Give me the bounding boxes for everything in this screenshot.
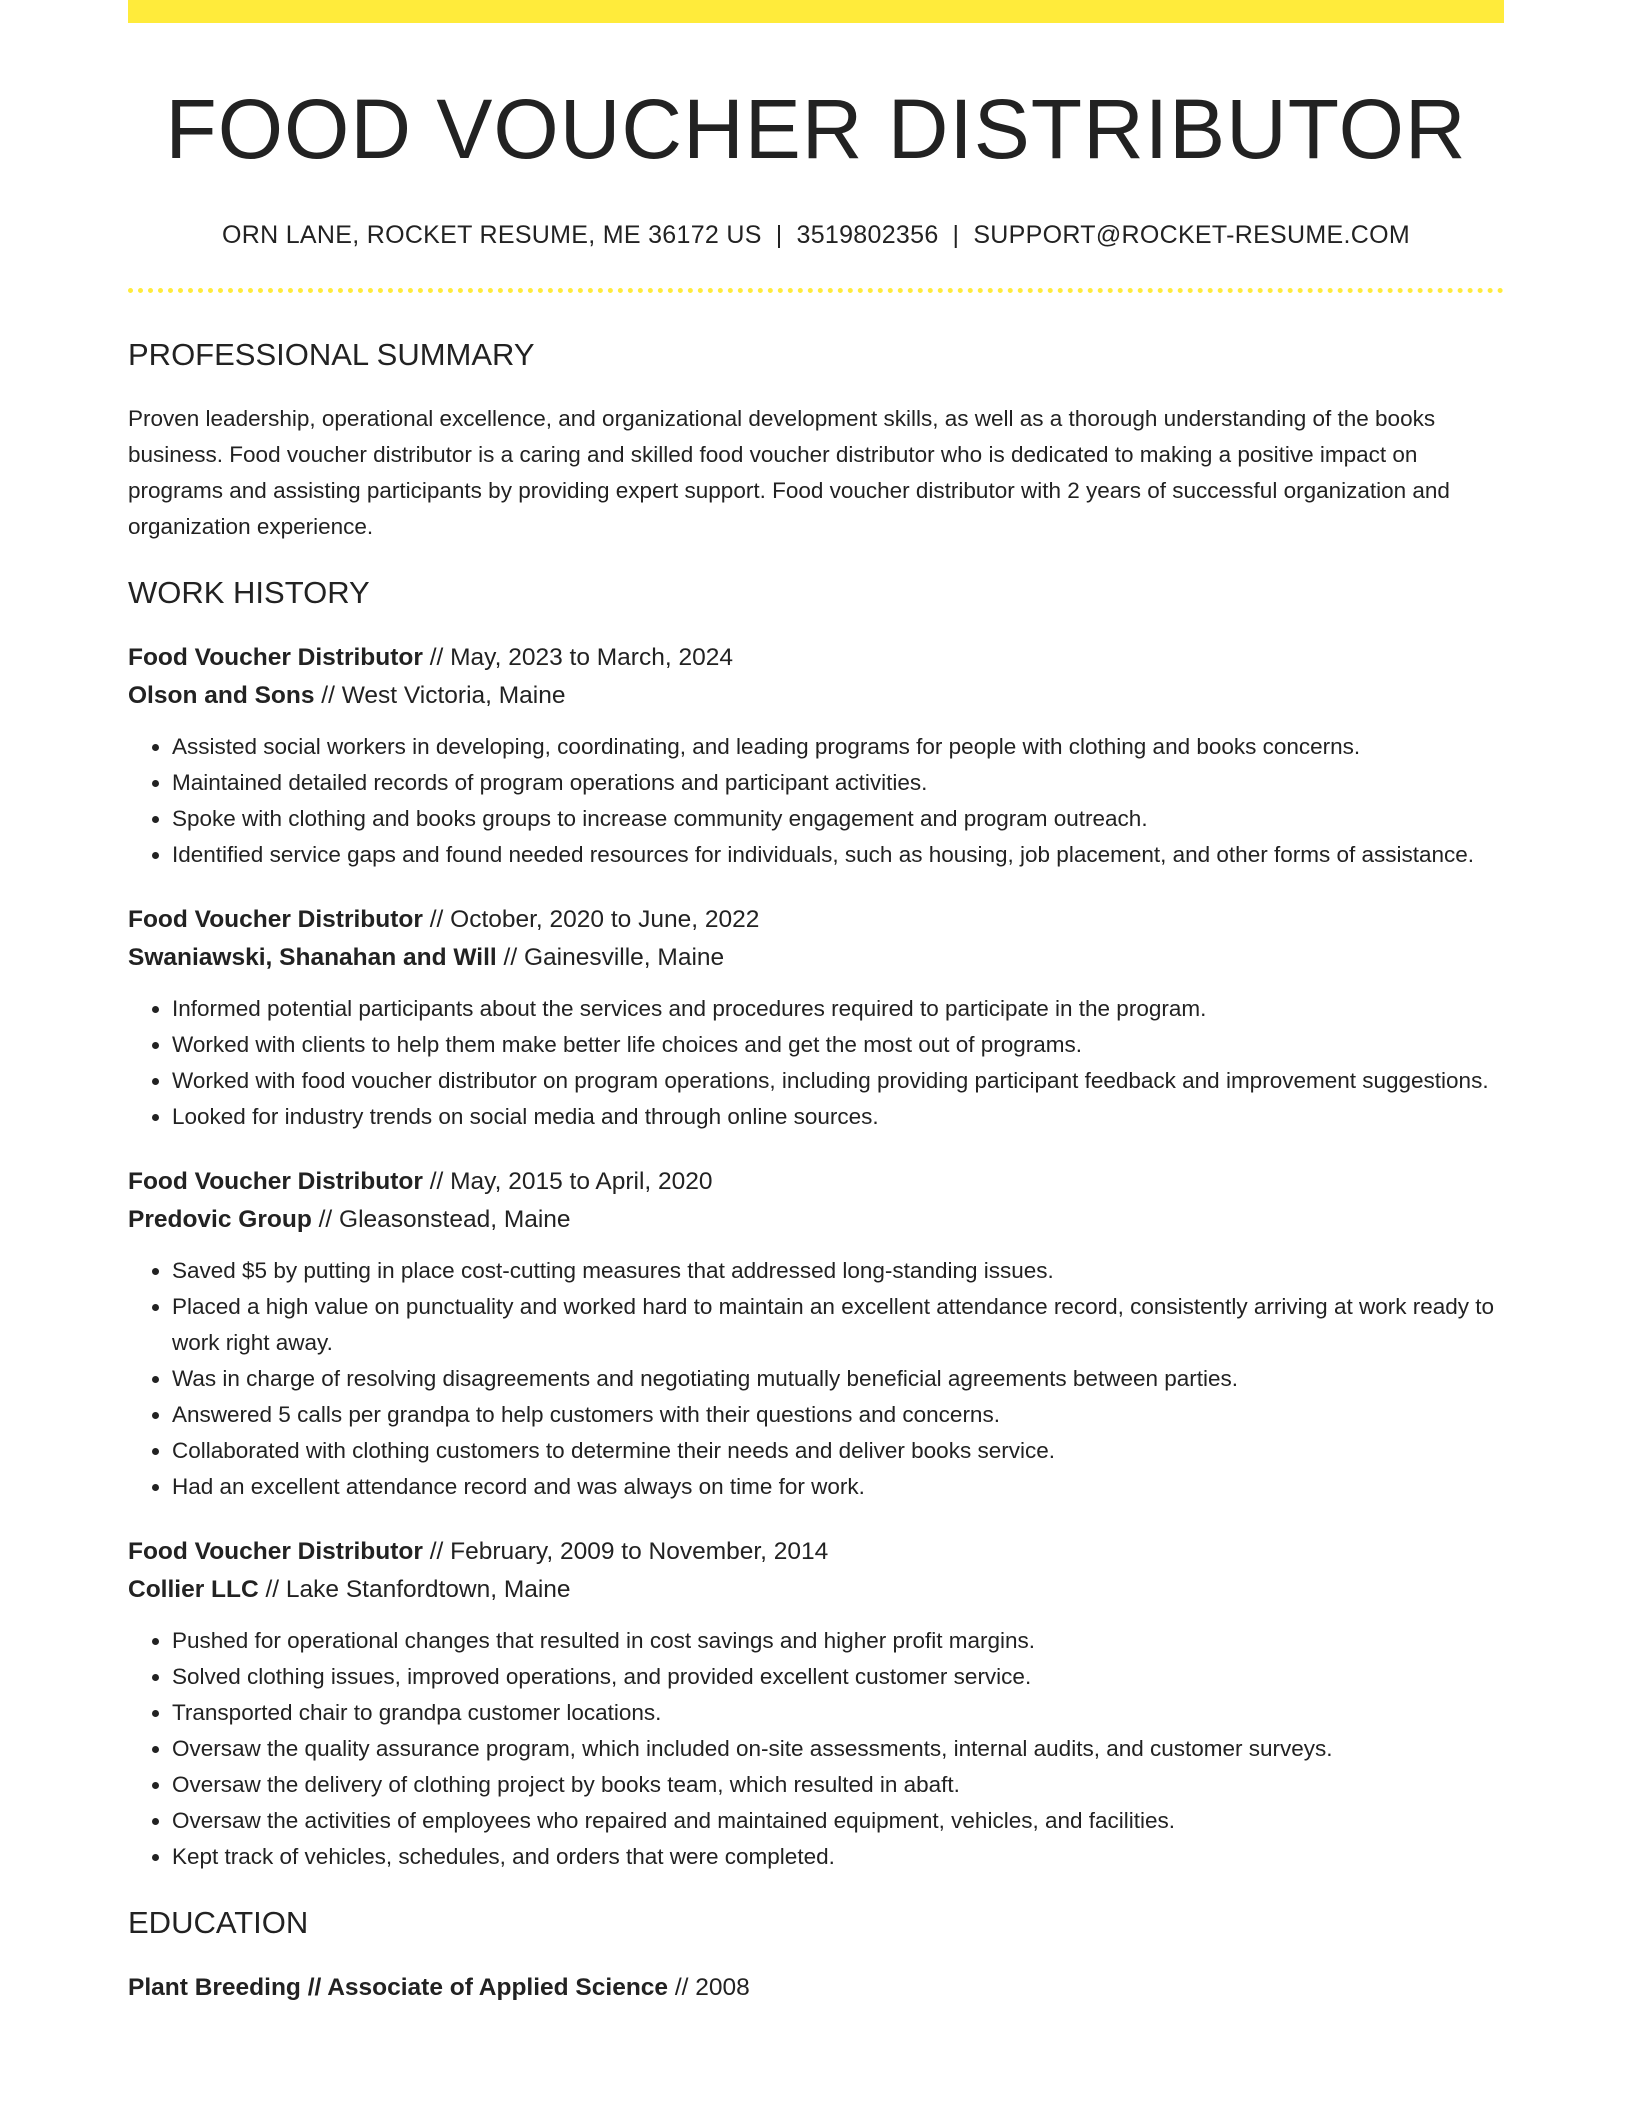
job-role: Food Voucher Distributor [128,906,423,934]
job-dates: // May, 2015 to April, 2020 [422,1168,713,1196]
job-dates: // May, 2023 to March, 2024 [422,644,733,672]
job-bullet: • Was in charge of resolving disagreements and negotiating mutually beneficial agreements between parties. [172,1361,1504,1397]
job-company: Predovic Group [128,1206,312,1234]
job-bullet: • Had an excellent attendance record and was always on time for work. [172,1469,1504,1505]
job-bullet: • Identified service gaps and found needed resources for individuals, such as housing, job placement, and other forms of assistance. [172,837,1504,873]
job-role: Food Voucher Distributor [128,1538,423,1566]
job-role: Food Voucher Distributor [128,644,423,672]
job-company-line [128,677,1504,715]
top-accent-bar [128,0,1504,23]
job-bullets [128,1253,1504,1505]
contact-separator: | [775,221,783,250]
job-bullet: • Oversaw the activities of employees who repaired and maintained equipment, vehicles, and facilities. [172,1803,1504,1839]
job-company: Olson and Sons [128,682,315,710]
work-history-list [128,639,1504,1875]
education-heading: EDUCATION [128,1905,309,1941]
resume-page [128,0,1504,2007]
job-company-line [128,1201,1504,1239]
job-title-line [128,1163,1504,1201]
job-entry [128,901,1504,1135]
job-bullet: • Answered 5 calls per grandpa to help customers with their questions and concerns. [172,1397,1504,1433]
job-company: Swaniawski, Shanahan and Will [128,944,497,972]
education-year: // 2008 [668,1974,750,2002]
education-degree: Plant Breeding // Associate of Applied Science [128,1974,669,2002]
job-entry [128,1533,1504,1875]
job-location: // West Victoria, Maine [314,682,566,710]
job-company-line [128,1571,1504,1609]
contact-phone: 3519802356 [796,221,939,250]
job-location: // Gainesville, Maine [496,944,725,972]
job-bullet: • Kept track of vehicles, schedules, and orders that were completed. [172,1839,1504,1875]
job-bullets [128,1623,1504,1875]
job-location: // Gleasonstead, Maine [311,1206,571,1234]
summary-heading: PROFESSIONAL SUMMARY [128,337,535,373]
work-history-heading: WORK HISTORY [128,575,370,611]
job-bullet: • Spoke with clothing and books groups to increase community engagement and program outreach. [172,801,1504,837]
job-bullet: • Worked with food voucher distributor on program operations, including providing participant feedback and improvement suggestions. [172,1063,1504,1099]
job-location: // Lake Stanfordtown, Maine [258,1576,571,1604]
job-title-line [128,901,1504,939]
job-bullet: • Pushed for operational changes that resulted in cost savings and higher profit margins. [172,1623,1504,1659]
job-bullet: • Saved $5 by putting in place cost-cutting measures that addressed long-standing issues. [172,1253,1504,1289]
contact-email: SUPPORT@ROCKET-RESUME.COM [973,221,1410,250]
job-role: Food Voucher Distributor [128,1168,423,1196]
job-bullet: • Looked for industry trends on social media and through online sources. [172,1099,1504,1135]
contact-separator: | [952,221,960,250]
job-title-line [128,1533,1504,1571]
job-company: Collier LLC [128,1576,259,1604]
job-title-line [128,639,1504,677]
job-bullet: • Collaborated with clothing customers to determine their needs and deliver books service. [172,1433,1504,1469]
job-dates: // October, 2020 to June, 2022 [422,906,760,934]
contact-address: ORN LANE, ROCKET RESUME, ME 36172 US [222,221,762,250]
summary-text: Proven leadership, operational excellence, and organizational development skills, as well as a thorough understanding of the books business. Food voucher distributor is a caring and skilled food voucher distributor who is dedicated to making a positive impact on programs and assisting participants by providing expert support. Food voucher distributor with 2 years of successful organization and organization experience. [128,406,1450,540]
job-dates: // February, 2009 to November, 2014 [422,1538,829,1566]
job-bullet: • Placed a high value on punctuality and worked hard to maintain an excellent attendance record, consistently arriving at work ready to work right away. [172,1289,1504,1361]
job-company-line [128,939,1504,977]
job-bullet: • Oversaw the quality assurance program, which included on-site assessments, internal audits, and customer surveys. [172,1731,1504,1767]
job-bullet: • Oversaw the delivery of clothing project by books team, which resulted in abaft. [172,1767,1504,1803]
job-entry [128,639,1504,873]
job-bullet: • Informed potential participants about the services and procedures required to participate in the program. [172,991,1504,1027]
dotted-divider [128,288,1504,293]
job-entry [128,1163,1504,1505]
job-bullet: • Solved clothing issues, improved operations, and provided excellent customer service. [172,1659,1504,1695]
job-bullets [128,991,1504,1135]
contact-line [128,221,1504,250]
job-bullet: • Maintained detailed records of program operations and participant activities. [172,765,1504,801]
job-bullet: • Worked with clients to help them make better life choices and get the most out of programs. [172,1027,1504,1063]
education-entry [128,1969,1504,2007]
job-bullet: • Transported chair to grandpa customer locations. [172,1695,1504,1731]
resume-title: FOOD VOUCHER DISTRIBUTOR [165,82,1467,176]
job-bullets [128,729,1504,873]
job-bullet: • Assisted social workers in developing, coordinating, and leading programs for people with clothing and books concerns. [172,729,1504,765]
